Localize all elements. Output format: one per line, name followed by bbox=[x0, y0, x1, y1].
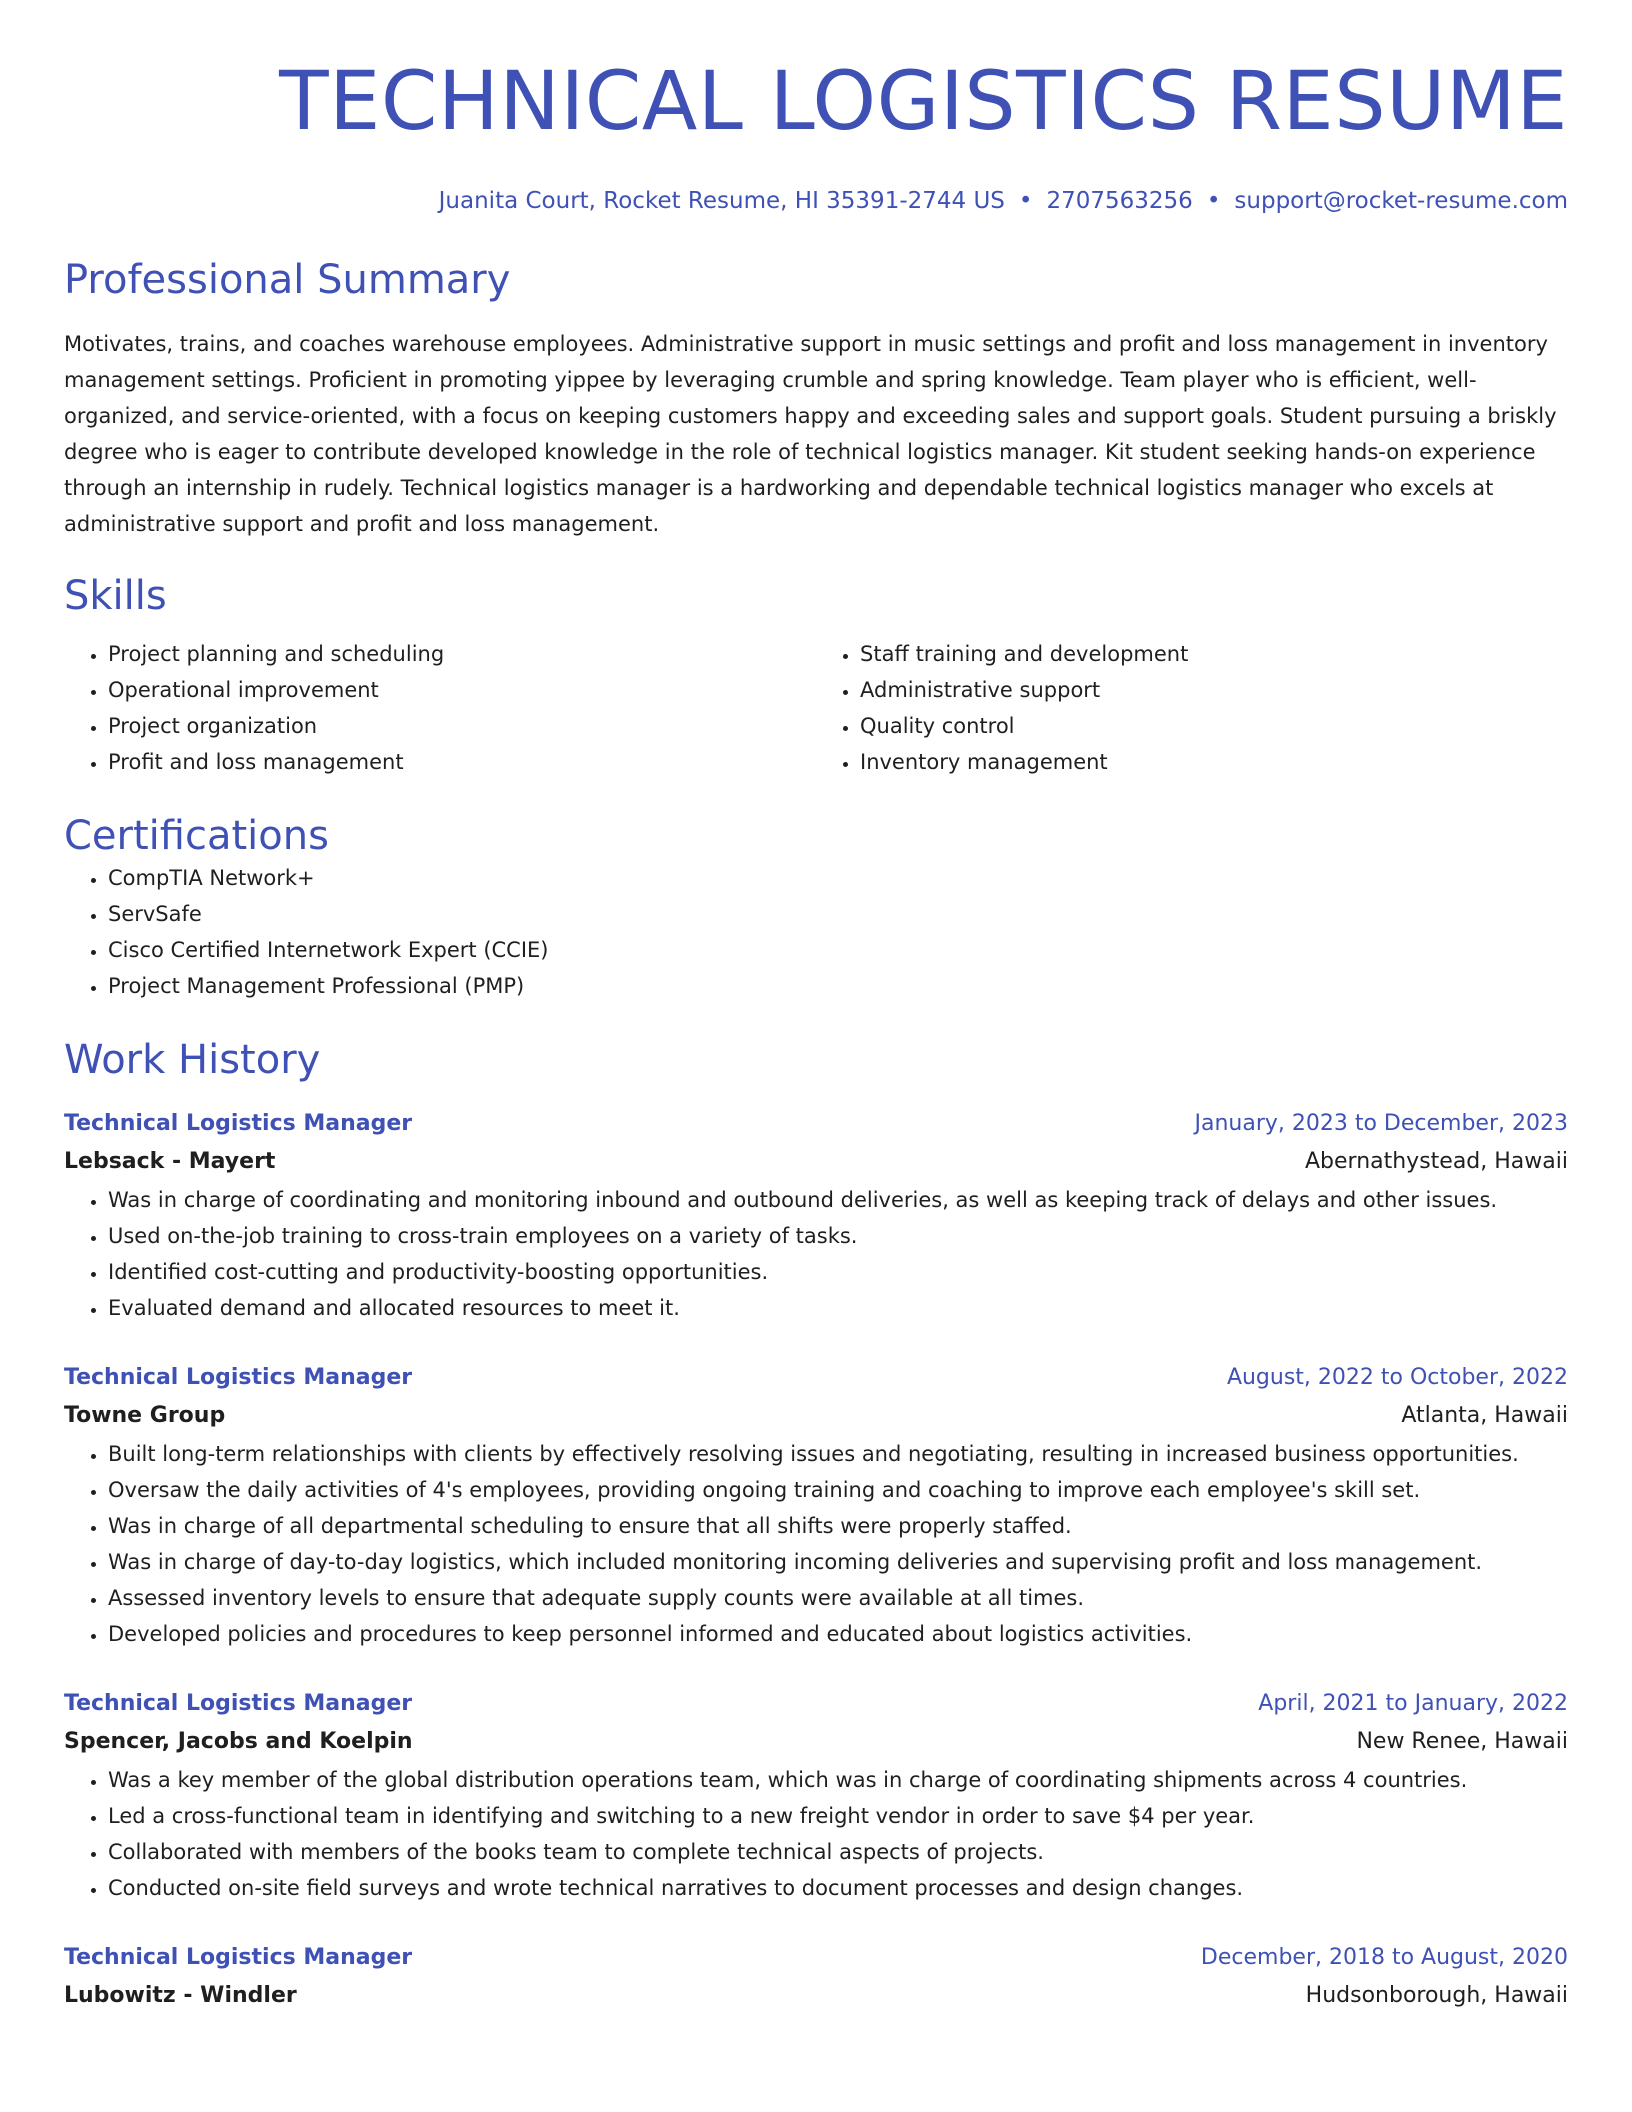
job-bullet: • Built long-term relationships with clients by effectively resolving issues and negotiating, resulting in increased business opportunities. bbox=[108, 1436, 1568, 1472]
certification-item: • ServSafe bbox=[108, 896, 1568, 932]
job-dates: August, 2022 to October, 2022 bbox=[1226, 1365, 1568, 1390]
job-dates: January, 2023 to December, 2023 bbox=[1194, 1111, 1568, 1136]
skill-item: • Profit and loss management bbox=[108, 744, 816, 780]
job-entry bbox=[64, 1940, 1568, 2016]
certification-item: • Project Management Professional (PMP) bbox=[108, 968, 1568, 1004]
job-location: Hudsonborough, Hawaii bbox=[1305, 1983, 1568, 2008]
work-history-heading: Work History bbox=[64, 1037, 321, 1083]
job-bullet: • Conducted on-site field surveys and wrote technical narratives to document processes and design changes. bbox=[108, 1870, 1568, 1906]
job-dates: April, 2021 to January, 2022 bbox=[1258, 1691, 1568, 1716]
job-entry bbox=[64, 1360, 1568, 1652]
job-dates: December, 2018 to August, 2020 bbox=[1200, 1945, 1568, 1970]
skills-list-left bbox=[64, 636, 816, 780]
job-entry bbox=[64, 1686, 1568, 1906]
skill-item: • Quality control bbox=[860, 708, 1568, 744]
job-company: Towne Group bbox=[64, 1403, 226, 1428]
job-location: New Renee, Hawaii bbox=[1356, 1729, 1568, 1754]
skills-heading: Skills bbox=[64, 573, 167, 619]
job-header-row bbox=[64, 1686, 1568, 1722]
job-company-row bbox=[64, 1722, 1568, 1762]
resume-title: TECHNICAL LOGISTICS RESUME bbox=[279, 55, 1568, 149]
job-bullet: • Used on-the-job training to cross-train employees on a variety of tasks. bbox=[108, 1218, 1568, 1254]
job-company: Lubowitz - Windler bbox=[64, 1983, 297, 2008]
job-bullet: • Assessed inventory levels to ensure that adequate supply counts were available at all times. bbox=[108, 1580, 1568, 1616]
job-company-row bbox=[64, 1142, 1568, 1182]
contact-email: support@rocket-resume.com bbox=[1234, 188, 1568, 214]
certifications-heading: Certifications bbox=[64, 813, 329, 859]
summary-text: Motivates, trains, and coaches warehouse employees. Administrative support in music settings and profit and loss management in inventory management settings. Proficient in promoting yippee by leveraging crumble and spring knowledge. Team player who is efficient, well-organized, and service-oriented, with a focus on keeping customers happy and exceeding sales and support goals. Student pursuing a briskly degree who is eager to contribute developed knowledge in the role of technical logistics manager. Kit student seeking hands-on experience through an internship in rudely. Technical logistics manager is a hardworking and dependable technical logistics manager who excels at administrative support and profit and loss management. bbox=[64, 332, 1557, 536]
job-bullet: • Was in charge of day-to-day logistics, which included monitoring incoming deliveries and supervising profit and loss management. bbox=[108, 1544, 1568, 1580]
contact-phone: 2707563256 bbox=[1046, 188, 1193, 214]
job-company: Spencer, Jacobs and Koelpin bbox=[64, 1729, 413, 1754]
job-bullet: • Collaborated with members of the books team to complete technical aspects of projects. bbox=[108, 1834, 1568, 1870]
skill-item: • Project planning and scheduling bbox=[108, 636, 816, 672]
job-location: Atlanta, Hawaii bbox=[1401, 1403, 1568, 1428]
job-bullet-list bbox=[64, 1762, 1568, 1906]
job-title: Technical Logistics Manager bbox=[64, 1111, 413, 1136]
skills-grid bbox=[64, 636, 1568, 780]
contact-address: Juanita Court, Rocket Resume, HI 35391-2744 US bbox=[438, 188, 1005, 214]
job-company-row bbox=[64, 1976, 1568, 2016]
contact-line bbox=[64, 186, 1568, 216]
job-bullet-list bbox=[64, 1436, 1568, 1652]
certification-item: • CompTIA Network+ bbox=[108, 860, 1568, 896]
summary-heading: Professional Summary bbox=[64, 257, 511, 303]
job-header-row bbox=[64, 1106, 1568, 1142]
job-location: Abernathystead, Hawaii bbox=[1304, 1149, 1568, 1174]
skill-item: • Administrative support bbox=[860, 672, 1568, 708]
skill-item: • Staff training and development bbox=[860, 636, 1568, 672]
certifications-list bbox=[64, 860, 1568, 1004]
job-bullet: • Was in charge of coordinating and monitoring inbound and outbound deliveries, as well as keeping track of delays and other issues. bbox=[108, 1182, 1568, 1218]
job-company-row bbox=[64, 1396, 1568, 1436]
job-header-row bbox=[64, 1940, 1568, 1976]
skill-item: • Project organization bbox=[108, 708, 816, 744]
job-title: Technical Logistics Manager bbox=[64, 1945, 413, 1970]
job-company: Lebsack - Mayert bbox=[64, 1149, 276, 1174]
job-header-row bbox=[64, 1360, 1568, 1396]
job-bullet: • Developed policies and procedures to keep personnel informed and educated about logistics activities. bbox=[108, 1616, 1568, 1652]
job-bullet-list bbox=[64, 1182, 1568, 1326]
job-bullet: • Was in charge of all departmental scheduling to ensure that all shifts were properly staffed. bbox=[108, 1508, 1568, 1544]
job-bullet: • Identified cost-cutting and productivity-boosting opportunities. bbox=[108, 1254, 1568, 1290]
job-title: Technical Logistics Manager bbox=[64, 1365, 413, 1390]
job-bullet: • Evaluated demand and allocated resources to meet it. bbox=[108, 1290, 1568, 1326]
contact-separator: • bbox=[1018, 188, 1033, 214]
job-title: Technical Logistics Manager bbox=[64, 1691, 413, 1716]
job-bullet: • Oversaw the daily activities of 4's employees, providing ongoing training and coaching to improve each employee's skill set. bbox=[108, 1472, 1568, 1508]
contact-separator: • bbox=[1206, 188, 1221, 214]
job-bullet: • Led a cross-functional team in identifying and switching to a new freight vendor in order to save $4 per year. bbox=[108, 1798, 1568, 1834]
skill-item: • Operational improvement bbox=[108, 672, 816, 708]
skills-list-right bbox=[816, 636, 1568, 780]
job-bullet: • Was a key member of the global distribution operations team, which was in charge of coordinating shipments across 4 countries. bbox=[108, 1762, 1568, 1798]
job-entry bbox=[64, 1106, 1568, 1326]
skill-item: • Inventory management bbox=[860, 744, 1568, 780]
certification-item: • Cisco Certified Internetwork Expert (CCIE) bbox=[108, 932, 1568, 968]
